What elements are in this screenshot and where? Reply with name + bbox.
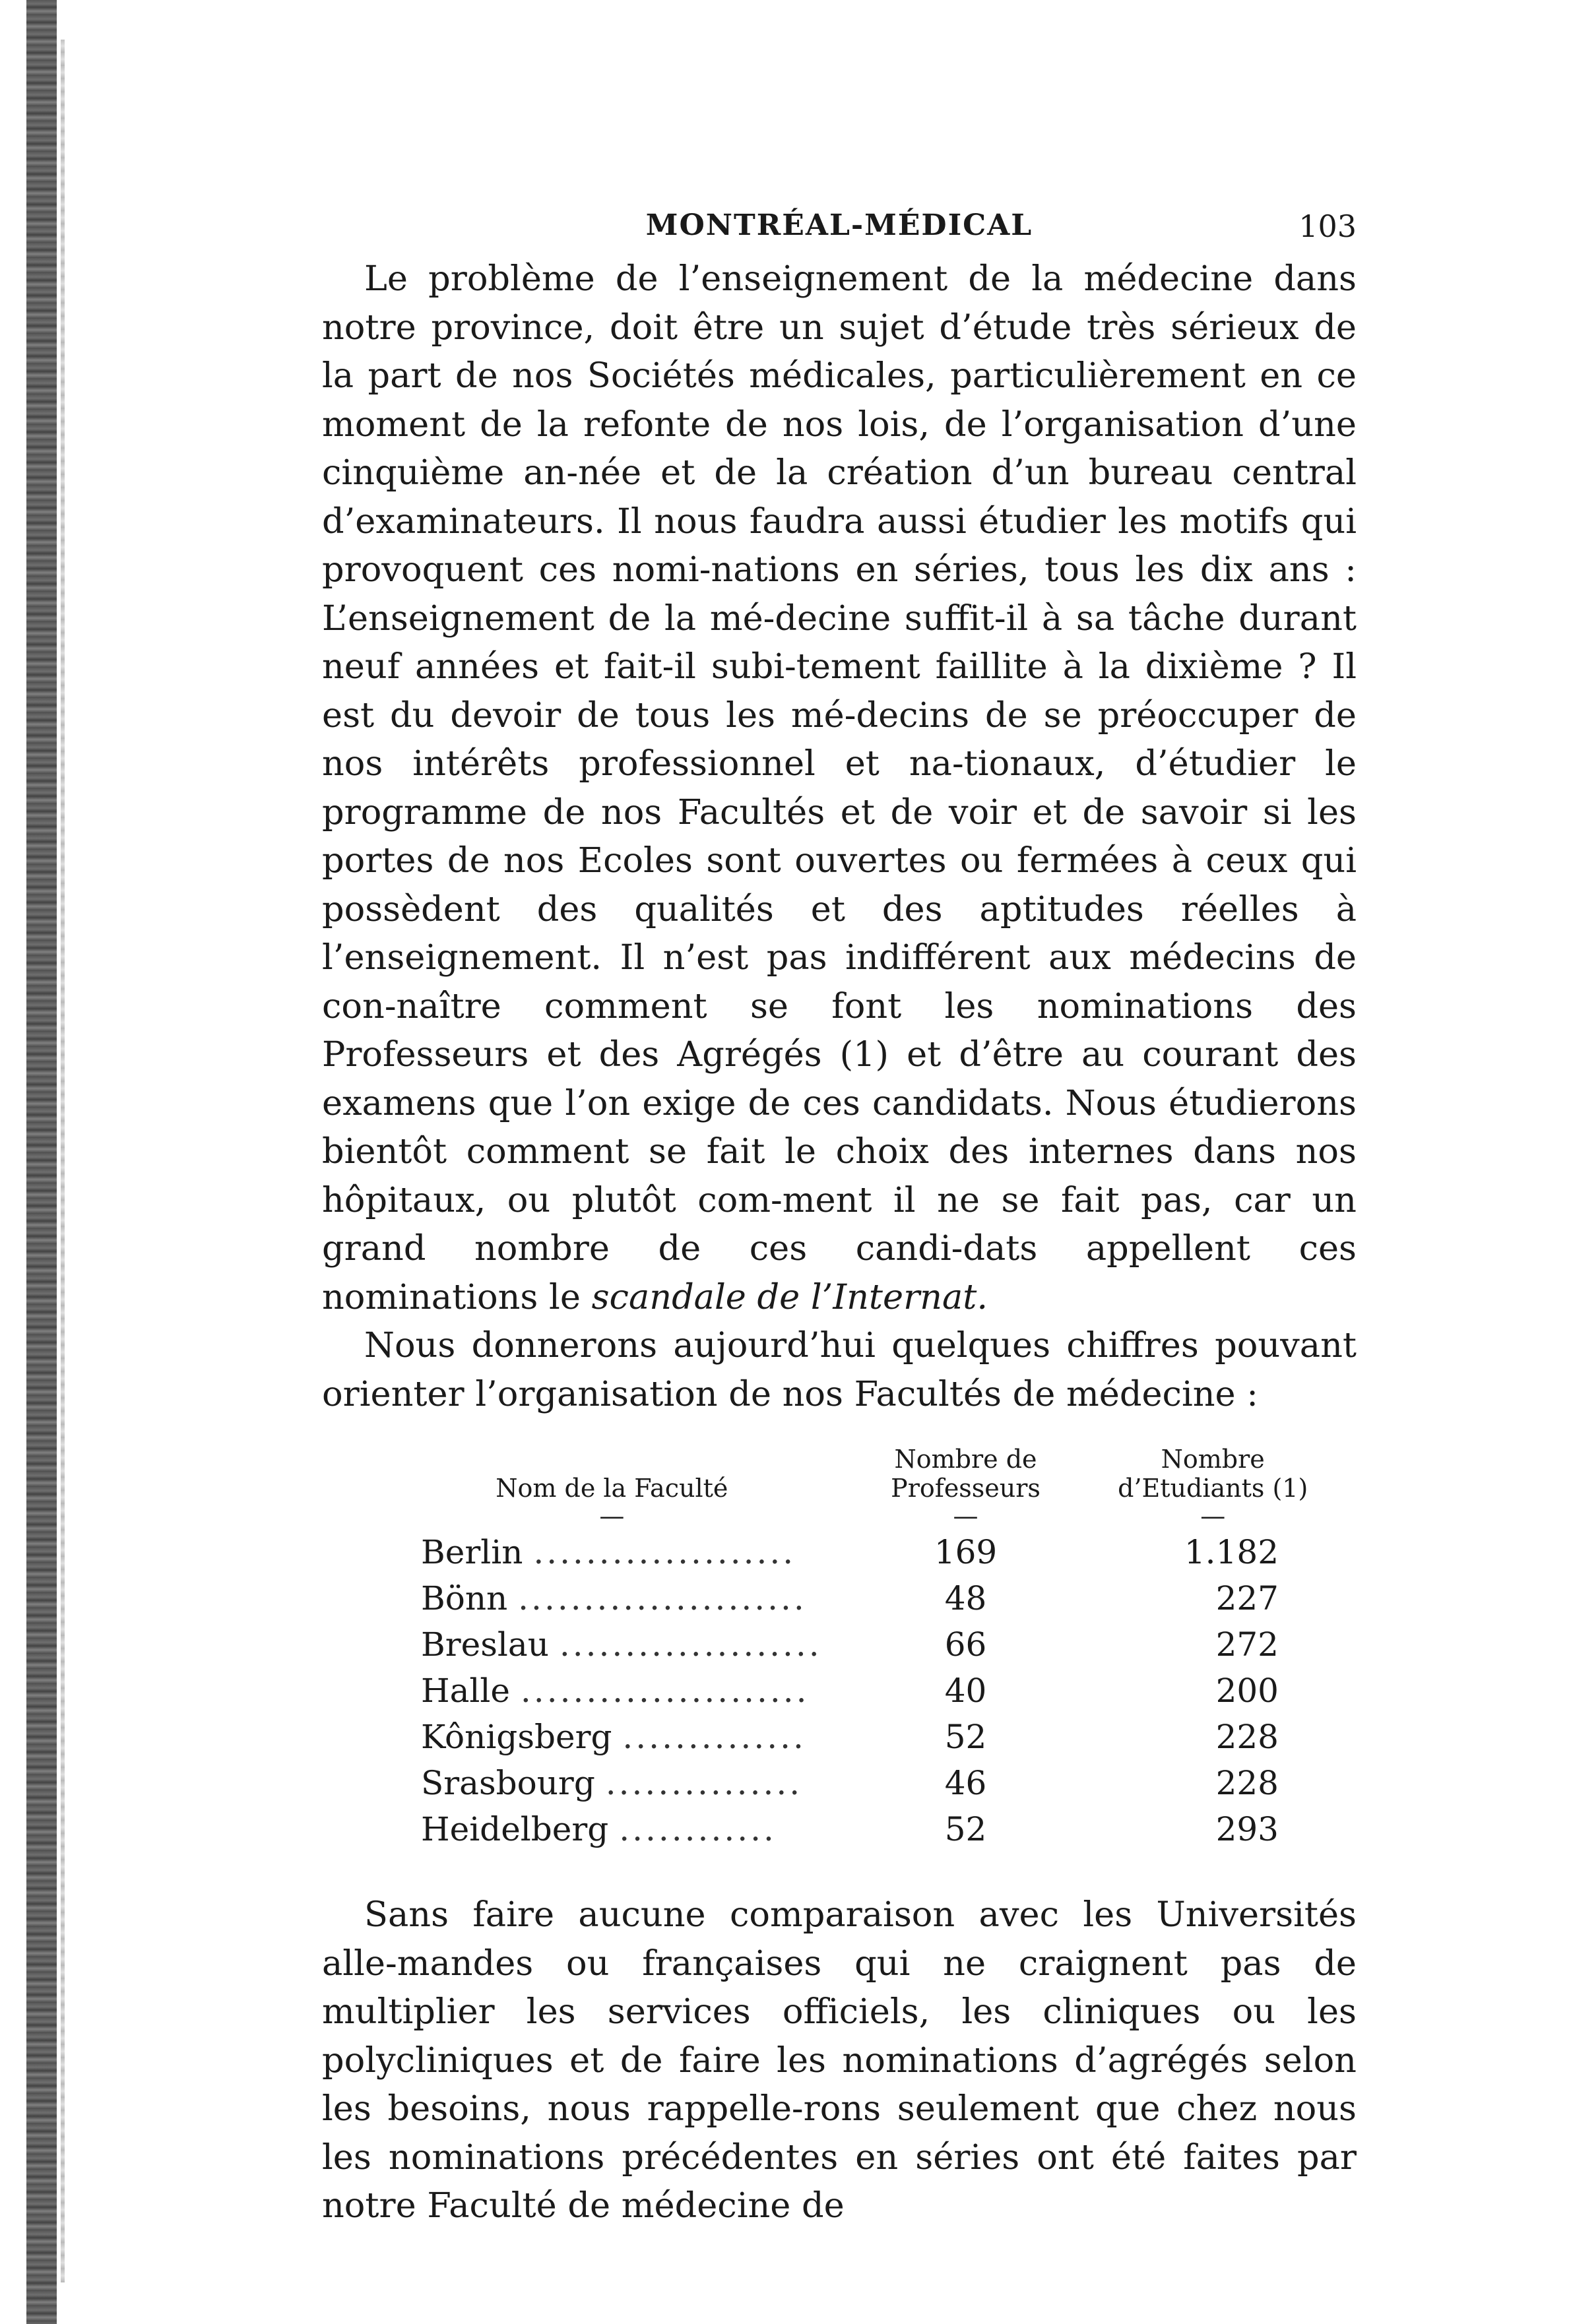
header-professors: Nombre de Professeurs — xyxy=(862,1445,1070,1529)
paragraph-3: Sans faire aucune comparaison avec les Universités alle-mandes ou françaises qui ne craignent pas de multiplier les services officiels, les cliniques ou les polycliniques et de faire les nominations d’agrégés selon les besoins, nous rappelle-rons seulement que chez nous les nominations précédentes en séries ont été faites par notre Faculté de médecine de xyxy=(322,1895,1357,2226)
faculty-name-cell: Berlin .................... xyxy=(421,1533,796,1571)
running-head xyxy=(322,208,1357,255)
faculty-name-cell: Halle ...................... xyxy=(421,1672,810,1710)
students-cell: 228 xyxy=(1215,1764,1279,1802)
header-dash: — xyxy=(599,1501,625,1530)
table-row xyxy=(322,1760,1357,1806)
students-cell: 227 xyxy=(1215,1579,1279,1617)
paragraph-1 xyxy=(322,255,1357,1321)
table-row xyxy=(322,1575,1357,1621)
faculty-table xyxy=(322,1445,1357,1852)
students-cell: 272 xyxy=(1215,1625,1279,1664)
table-row xyxy=(322,1806,1357,1852)
table-row xyxy=(322,1529,1357,1575)
book-page xyxy=(322,208,1357,2230)
header-students: Nombre d’Etudiants (1) — xyxy=(1069,1445,1357,1529)
journal-title: MONTRÉAL-MÉDICAL xyxy=(645,208,1033,242)
professors-cell: 52 xyxy=(944,1810,987,1848)
professors-cell: 66 xyxy=(944,1625,987,1664)
header-dash: — xyxy=(953,1501,978,1530)
page-gutter-shadow xyxy=(61,40,65,2282)
professors-cell: 169 xyxy=(934,1533,998,1571)
students-cell: 1.182 xyxy=(1184,1533,1279,1571)
table-row xyxy=(322,1668,1357,1714)
table-row xyxy=(322,1714,1357,1760)
faculty-name-cell: Heidelberg ............ xyxy=(421,1810,777,1848)
page-number: 103 xyxy=(1298,208,1357,244)
header-faculty-name: Nom de la Faculté — xyxy=(322,1445,862,1529)
professors-cell: 52 xyxy=(944,1718,987,1756)
header-dash: — xyxy=(1200,1501,1226,1530)
faculty-name-cell: Kônigsberg .............. xyxy=(421,1718,806,1756)
professors-cell: 40 xyxy=(944,1672,987,1710)
students-cell: 200 xyxy=(1215,1672,1279,1710)
faculty-name-cell: Bönn ...................... xyxy=(421,1579,807,1617)
table-header-row xyxy=(322,1445,1357,1529)
faculty-name-cell: Breslau .................... xyxy=(421,1625,822,1664)
faculty-name-cell: Srasbourg ............... xyxy=(421,1764,803,1802)
professors-cell: 46 xyxy=(944,1764,987,1802)
paragraph-1-italic: scandale de l’Internat. xyxy=(591,1276,988,1317)
professors-cell: 48 xyxy=(944,1579,987,1617)
students-cell: 228 xyxy=(1215,1718,1279,1756)
paragraph-1-text: Le problème de l’enseignement de la médecine dans notre province, doit être un sujet d’étude très sérieux de la part de nos Sociétés médicales, particulièrement en ce moment de la refonte de nos lois, de l’organisation d’une cinquième an-née et de la création d’un bureau central d’examinateurs. Il nous faudra aussi étudier les motifs qui provoquent ces nomi-nations en séries, tous les dix ans : L’enseignement de la mé-decine suffit-il à sa tâche durant neuf années et fait-il subi-tement faillite à la dixième ? Il est du devoir de tous les mé-decins de se préoccuper de nos intérêts professionnel et na-tionaux, d’étudier le programme de nos Facultés et de voir et de savoir si les portes de nos Ecoles sont ouvertes ou fermées à ceux qui possèdent des qualités et des aptitudes réelles à l’enseignement. Il n’est pas indifférent aux médecins de con-naître comment se font les nominations des Professeurs et des Agrégés (1) et d’être au courant des examens que l’on exige de ces candidats. Nous étudierons bientôt comment se fait le choix des internes dans nos hôpitaux, ou plutôt com-ment il ne se fait pas, car un grand nombre de ces candi-dats appellent ces nominations le xyxy=(322,259,1357,1317)
table-row xyxy=(322,1621,1357,1668)
students-cell: 293 xyxy=(1215,1810,1279,1848)
paragraph-2: Nous donnerons aujourd’hui quelques chiffres pouvant orienter l’organisation de nos Facultés de médecine : xyxy=(322,1325,1357,1414)
book-binding-edge xyxy=(26,0,57,2324)
